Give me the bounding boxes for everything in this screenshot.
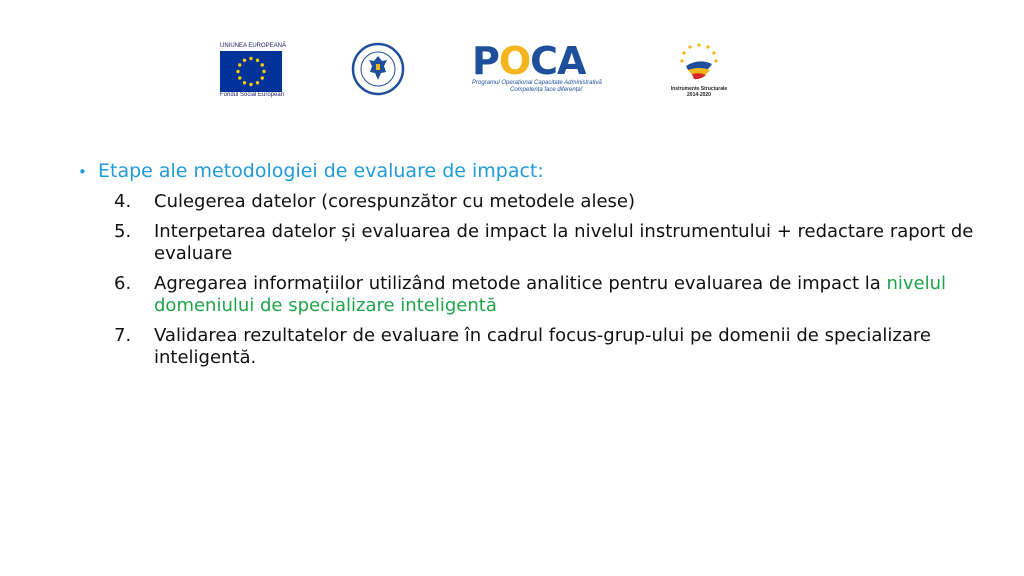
- eu-star-icon: [249, 57, 252, 60]
- step-text: [154, 273, 974, 317]
- instrumente-structurale-logo: [664, 40, 734, 102]
- list-item: [114, 191, 978, 213]
- eu-star-icon: [256, 81, 259, 84]
- eu-star-icon: [243, 59, 246, 62]
- poca-letter-o: O: [498, 39, 531, 83]
- list-item: [114, 273, 978, 317]
- logo-bar: [0, 0, 1024, 110]
- eu-star-icon: [261, 63, 264, 66]
- step-number: 5.: [114, 221, 132, 242]
- eu-caption-bottom: Fondul Social European: [220, 92, 285, 98]
- poca-slogan: Competența face diferența!: [510, 87, 583, 93]
- bullet-icon: •: [78, 163, 87, 181]
- poca-letters-ca: CA: [530, 39, 586, 83]
- step-text: Culegerea datelor (corespunzător cu metodele alese): [154, 191, 635, 212]
- poca-logo: [472, 39, 604, 100]
- government-seal: [351, 42, 405, 96]
- list-item: [114, 325, 978, 369]
- bullet-heading: [78, 156, 978, 187]
- eu-caption-top: UNIUNEA EUROPEANĂ: [220, 43, 287, 49]
- instrumente-structurale-icon: [664, 40, 734, 82]
- steps-list: [114, 191, 978, 369]
- eu-star-icon: [249, 83, 252, 86]
- eu-star-icon: [238, 76, 241, 79]
- poca-letter-p: P: [472, 39, 499, 83]
- step-text-main: Agregarea informațiilor utilizând metode analitice pentru evaluarea de impact la: [154, 273, 887, 294]
- eu-star-icon: [243, 81, 246, 84]
- list-item: [114, 221, 978, 265]
- slide-content: [78, 156, 978, 377]
- poca-tagline: Programul Operațional Capacitate Administrativă: [472, 80, 602, 86]
- step-number: 6.: [114, 273, 132, 294]
- step-number: 7.: [114, 325, 132, 346]
- step-text: Interpetarea datelor și evaluarea de impact la nivelul instrumentului + redactare raport de evaluare: [154, 221, 974, 264]
- eu-star-icon: [262, 70, 265, 73]
- eu-flag-icon: [220, 51, 282, 92]
- instrumente-years: 2014-2020: [687, 92, 711, 98]
- romanian-coat-of-arms-icon: [351, 42, 405, 96]
- eu-star-icon: [261, 76, 264, 79]
- eu-star-icon: [238, 63, 241, 66]
- eu-star-icon: [236, 70, 239, 73]
- heading-text: Etape ale metodologiei de evaluare de impact:: [98, 160, 544, 182]
- step-text: Validarea rezultatelor de evaluare în cadrul focus-grup-ului pe domenii de specializare inteligentă.: [154, 325, 931, 368]
- eu-star-icon: [256, 59, 259, 62]
- eu-logo: [220, 43, 287, 99]
- step-number: 4.: [114, 191, 132, 212]
- instrumente-caption: Instrumente Structurale: [670, 86, 728, 92]
- step-text-highlight: nivelul domeniului de specializare inteligentă: [154, 273, 947, 316]
